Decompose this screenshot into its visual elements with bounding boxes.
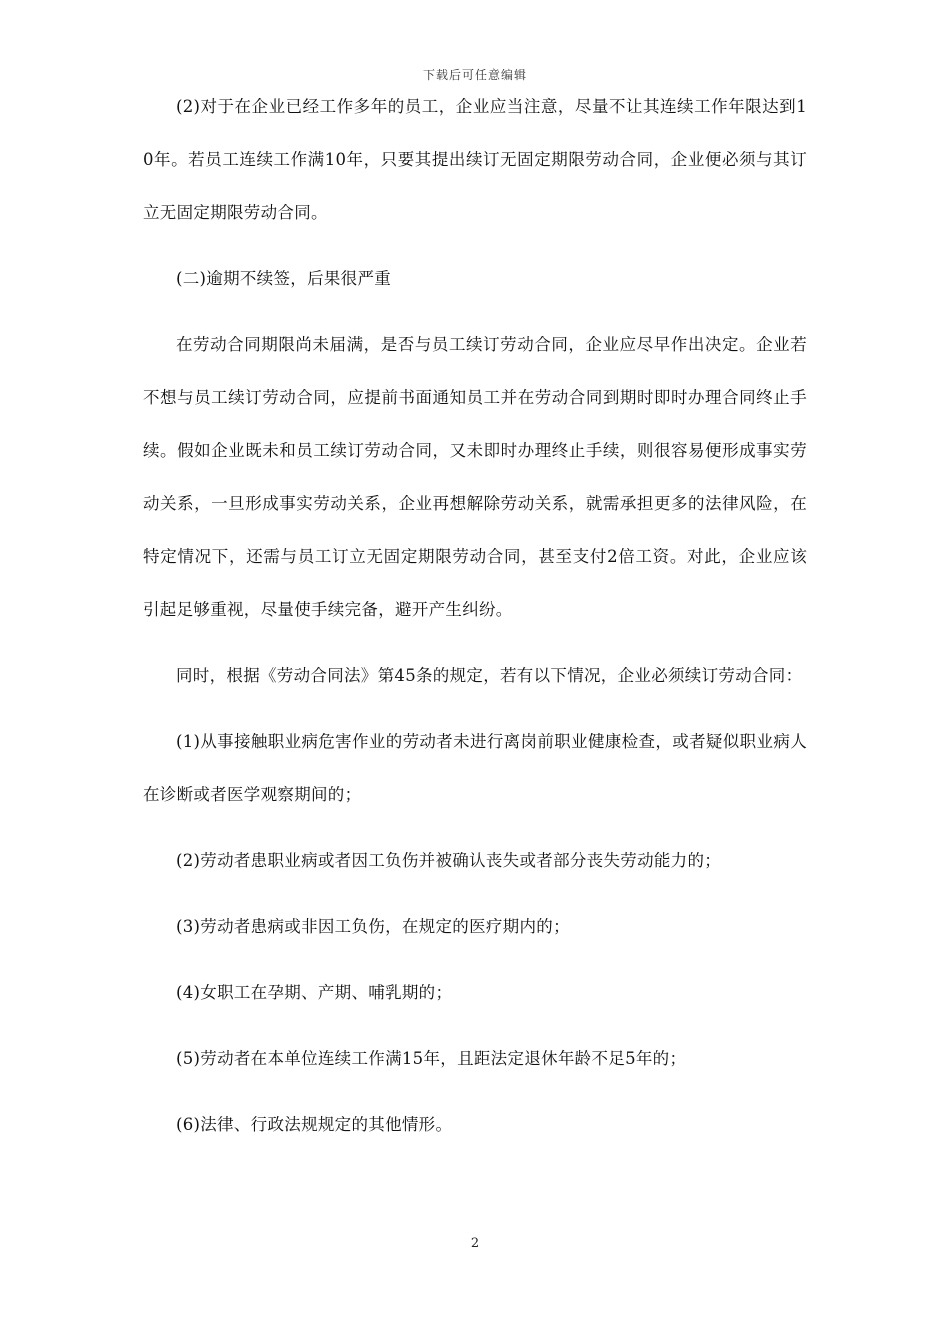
list-item-4: (4)女职工在孕期、产期、哺乳期的； — [176, 983, 453, 1002]
list-item-6: (6)法律、行政法规规定的其他情形。 — [176, 1115, 453, 1134]
paragraph-renewal-ten-years: (2)对于在企业已经工作多年的员工，企业应当注意，尽量不让其连续工作年限达到10年。若员工连续工作满10年，只要其提出续订无固定期限劳动合同，企业便必须与其订立无固定期限劳动合同。 — [143, 97, 807, 222]
list-item-5: (5)劳动者在本单位连续工作满15年，且距法定退休年龄不足5年的； — [176, 1049, 687, 1068]
list-item-1: (1)从事接触职业病危害作业的劳动者未进行离岗前职业健康检查，或者疑似职业病人在诊断或者医学观察期间的； — [143, 732, 807, 804]
paragraph-overdue-consequences: 在劳动合同期限尚未届满，是否与员工续订劳动合同，企业应尽早作出决定。企业若不想与员工续订劳动合同，应提前书面通知员工并在劳动合同到期时即时办理合同终止手续。假如企业既未和员工续订劳动合同，又未即时办理终止手续，则很容易便形成事实劳动关系，一旦形成事实劳动关系，企业再想解除劳动关系，就需承担更多的法律风险，在特定情况下，还需与员工订立无固定期限劳动合同，甚至支付2倍工资。对此，企业应该引起足够重视，尽量使手续完备，避开产生纠纷。 — [143, 335, 807, 619]
document-body — [143, 80, 807, 1151]
paragraph-article-45-intro: 同时，根据《劳动合同法》第45条的规定，若有以下情况，企业必须续订劳动合同： — [176, 666, 803, 685]
list-item-3: (3)劳动者患病或非因工负伤，在规定的医疗期内的； — [176, 917, 570, 936]
list-item-2: (2)劳动者患职业病或者因工负伤并被确认丧失或者部分丧失劳动能力的； — [176, 851, 722, 870]
page-number: 2 — [470, 1236, 480, 1251]
section-heading-overdue: (二)逾期不续签，后果很严重 — [176, 269, 392, 288]
header-note: 下载后可任意编辑 — [422, 68, 527, 82]
